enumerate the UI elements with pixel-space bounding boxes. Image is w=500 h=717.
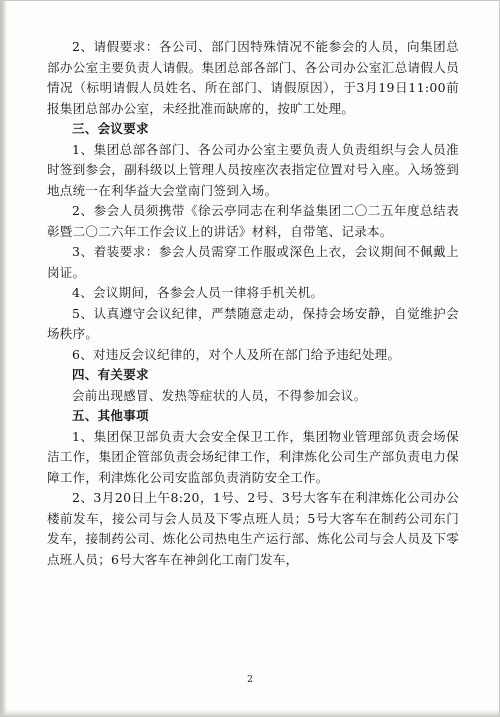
scan-shadow-left xyxy=(1,1,7,716)
paragraph-meeting-req-1: 1、集团总部各部门、各公司办公室主要负责人负责组织与会人员准时签到参会，副科级以上管理人员按座次表指定位置对号入座。入场签到地点统一在利华益大会堂南门签到入场。 xyxy=(47,141,459,198)
section-heading-other-matters: 五、其他事项 xyxy=(72,408,149,423)
paragraph-meeting-req-5: 5、认真遵守会议纪律，严禁随意走动，保持会场安静，自觉维护会场秩序。 xyxy=(47,305,459,341)
paragraph-meeting-req-3: 3、着装要求：参会人员需穿工作服或深色上衣，会议期间不佩戴上岗证。 xyxy=(47,244,459,280)
paragraph-meeting-req-6: 6、对违反会议纪律的，对个人及所在部门给予违纪处理。 xyxy=(72,346,401,362)
page-number: 2 xyxy=(247,675,253,685)
scan-shadow-bottom xyxy=(1,710,499,716)
paragraph-leave-requirements: 2、请假要求：各公司、部门因特殊情况不能参会的人员，向集团总部办公室主要负责人请假。集团总部各部门、各公司办公室汇总请假人员情况（标明请假人员姓名、所在部门、请假原因），于3月19日11:00前报集团总部办公室，未经批准而缺席的，按旷工处理。 xyxy=(47,39,459,116)
section-heading-meeting-requirements: 三、会议要求 xyxy=(72,121,149,136)
document-body xyxy=(47,37,459,570)
paragraph-other-matters-2: 2、3月20日上午8:20，1号、2号、3号大客车在利津炼化公司办公楼前发车，接公司与会人员及下零点班人员；5号大客车在制药公司东门发车，接制药公司、炼化公司热电生产运行部、炼化公司与会人员及下零点班人员；6号大客车在神剑化工南门发车， xyxy=(47,490,459,567)
section-heading-related-requirements: 四、有关要求 xyxy=(72,367,149,382)
paragraph-meeting-req-4: 4、会议期间，各参会人员一律将手机关机。 xyxy=(72,285,324,300)
paragraph-health-requirement: 会前出现感冒、发热等症状的人员，不得参加会议。 xyxy=(72,387,367,403)
paragraph-meeting-req-2: 2、参会人员须携带《徐云亭同志在利华益集团二〇二五年度总结表彰暨二〇二六年工作会议上的讲话》材料，自带笔、记录本。 xyxy=(47,203,459,239)
paragraph-other-matters-1: 1、集团保卫部负责大会安全保卫工作，集团物业管理部负责会场保洁工作，集团企管部负责会场纪律工作，利津炼化公司生产部负责电力保障工作，利津炼化公司安监部负责消防安全工作。 xyxy=(47,428,459,485)
